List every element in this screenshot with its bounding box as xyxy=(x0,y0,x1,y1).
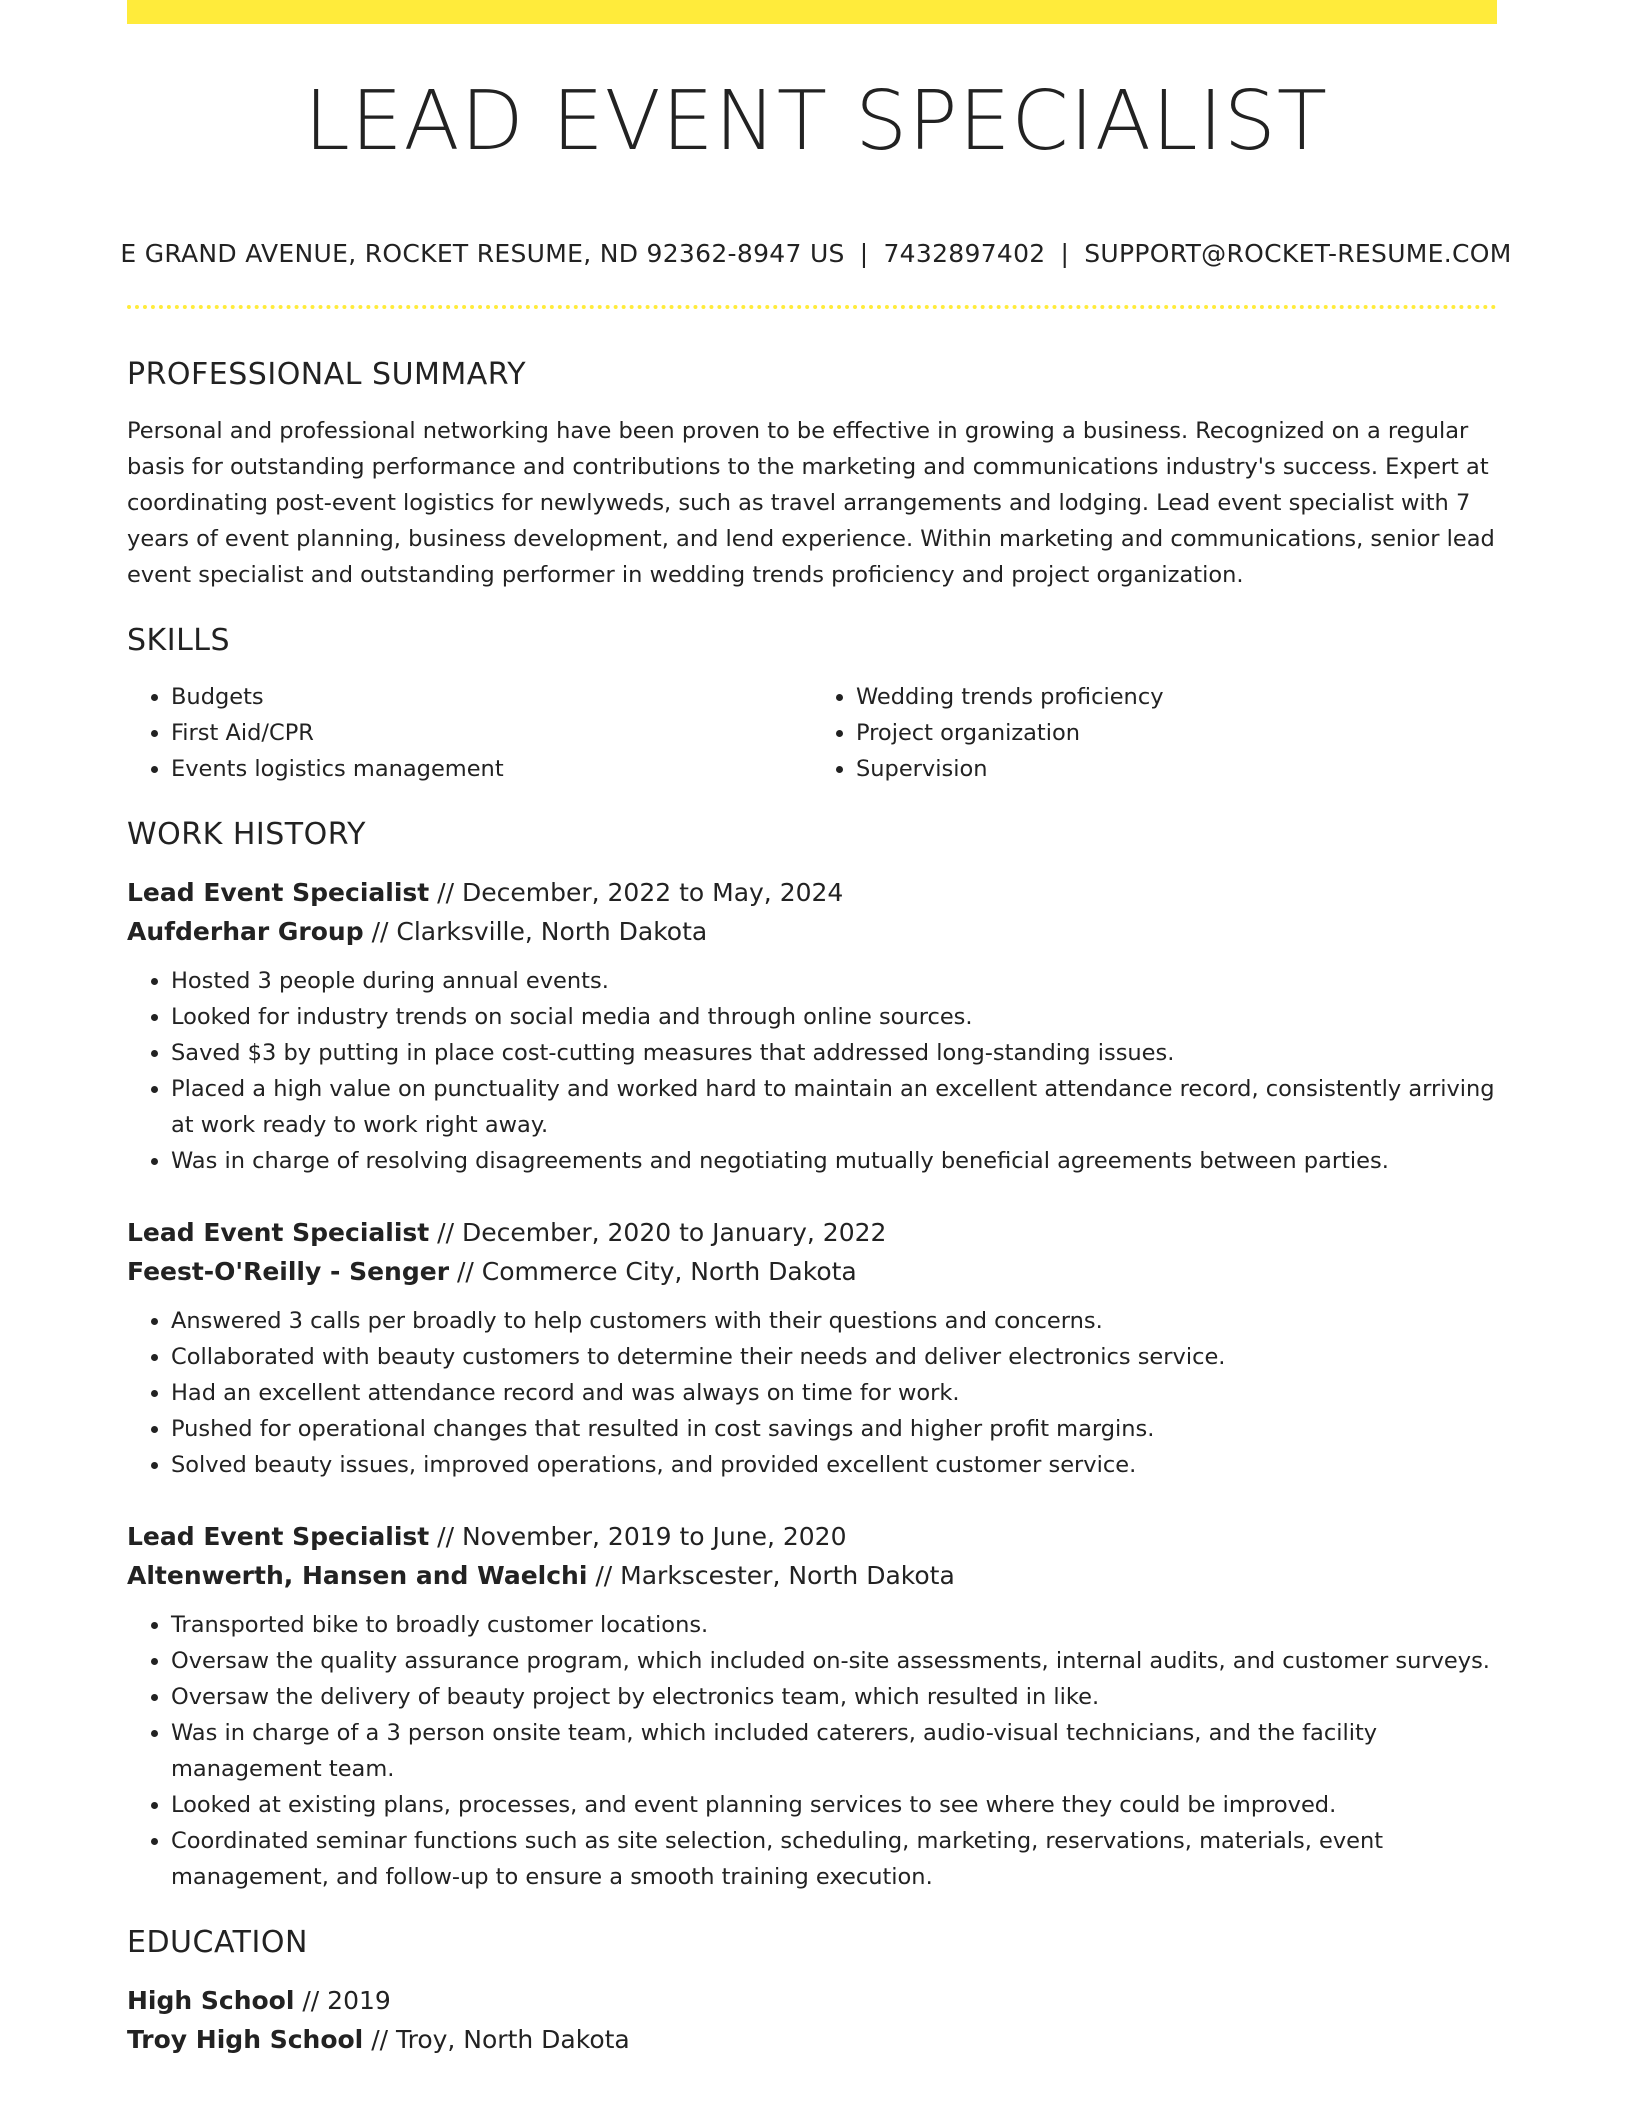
job-bullet: • Answered 3 calls per broadly to help customers with their questions and concerns. xyxy=(171,1303,1497,1339)
job-bullet: • Hosted 3 people during annual events. xyxy=(171,963,1497,999)
education-degree: High School xyxy=(127,1986,295,2015)
job-bullet: • Collaborated with beauty customers to determine their needs and deliver electronics service. xyxy=(171,1339,1497,1375)
job-company-line xyxy=(127,1556,1497,1595)
work-history-title: WORK HISTORY xyxy=(127,817,366,852)
contact-line xyxy=(0,239,1632,268)
contact-separator: | xyxy=(859,239,869,268)
job-role-line xyxy=(127,1213,1497,1252)
resume-content xyxy=(127,355,1497,2059)
resume-name: LEAD EVENT SPECIALIST xyxy=(304,74,1328,169)
job-bullet: • Transported bike to broadly customer locations. xyxy=(171,1607,1497,1643)
education-year: // 2019 xyxy=(294,1986,391,2015)
job-bullets xyxy=(127,1303,1497,1483)
summary-text: Personal and professional networking have been proven to be effective in growing a business. Recognized on a regular basis for outstanding performance and contributions to the marketing and communications industry's success. Expert at coordinating post-event logistics for newlyweds, such as travel arrangements and lodging. Lead event specialist with 7 years of event planning, business development, and lend experience. Within marketing and communications, senior lead event specialist and outstanding performer in wedding trends proficiency and project organization. xyxy=(127,418,1495,588)
job-company: Altenwerth, Hansen and Waelchi xyxy=(127,1561,588,1590)
education-school-line xyxy=(127,2020,1497,2059)
job-dates: // December, 2022 to May, 2024 xyxy=(429,878,844,907)
job-role-line xyxy=(127,1517,1497,1556)
job-dates: // December, 2020 to January, 2022 xyxy=(429,1218,887,1247)
skills-section xyxy=(127,621,1497,787)
accent-top-bar xyxy=(127,0,1497,24)
summary-section xyxy=(127,355,1497,593)
job-location: // Clarksville, North Dakota xyxy=(363,917,708,946)
skill-item: • First Aid/CPR xyxy=(171,715,812,751)
job-location: // Markscester, North Dakota xyxy=(587,1561,955,1590)
skill-item: • Wedding trends proficiency xyxy=(856,679,1497,715)
job-bullet: • Was in charge of a 3 person onsite team, which included caterers, audio-visual technicians, and the facility management team. xyxy=(171,1715,1497,1787)
skill-item: • Budgets xyxy=(171,679,812,715)
job-location: // Commerce City, North Dakota xyxy=(449,1257,857,1286)
contact-separator: | xyxy=(1060,239,1070,268)
job-bullet: • Saved $3 by putting in place cost-cutting measures that addressed long-standing issues. xyxy=(171,1035,1497,1071)
job-company: Aufderhar Group xyxy=(127,917,364,946)
job-role: Lead Event Specialist xyxy=(127,1522,430,1551)
job-bullets xyxy=(127,1607,1497,1895)
education-school: Troy High School xyxy=(127,2025,364,2054)
education-degree-line xyxy=(127,1981,1497,2020)
job-bullet: • Oversaw the quality assurance program, which included on-site assessments, internal audits, and customer surveys. xyxy=(171,1643,1497,1679)
skills-title: SKILLS xyxy=(127,623,231,658)
education-title: EDUCATION xyxy=(127,1925,308,1960)
contact-phone: 7432897402 xyxy=(883,239,1046,268)
education-entry xyxy=(127,1981,1497,2059)
job-bullet: • Solved beauty issues, improved operations, and provided excellent customer service. xyxy=(171,1447,1497,1483)
job-bullet: • Was in charge of resolving disagreements and negotiating mutually beneficial agreements between parties. xyxy=(171,1143,1497,1179)
skill-item: • Project organization xyxy=(856,715,1497,751)
job-bullet: • Had an excellent attendance record and was always on time for work. xyxy=(171,1375,1497,1411)
job-bullet: • Oversaw the delivery of beauty project by electronics team, which resulted in like. xyxy=(171,1679,1497,1715)
skills-list-right xyxy=(812,679,1497,787)
job-role: Lead Event Specialist xyxy=(127,1218,430,1247)
education-section xyxy=(127,1923,1497,2059)
work-history-section xyxy=(127,815,1497,1895)
contact-address: E GRAND AVENUE, ROCKET RESUME, ND 92362-8947 US xyxy=(120,239,845,268)
job-company-line xyxy=(127,912,1497,951)
job-role: Lead Event Specialist xyxy=(127,878,430,907)
job-dates: // November, 2019 to June, 2020 xyxy=(429,1522,847,1551)
education-location: // Troy, North Dakota xyxy=(363,2025,630,2054)
job-bullet: • Looked at existing plans, processes, and event planning services to see where they could be improved. xyxy=(171,1787,1497,1823)
contact-email: SUPPORT@ROCKET-RESUME.COM xyxy=(1084,239,1512,268)
job-role-line xyxy=(127,873,1497,912)
skill-item: • Events logistics management xyxy=(171,751,812,787)
job-bullet: • Placed a high value on punctuality and worked hard to maintain an excellent attendance record, consistently arriving at work ready to work right away. xyxy=(171,1071,1497,1143)
summary-title: PROFESSIONAL SUMMARY xyxy=(127,357,527,392)
job-entry xyxy=(127,873,1497,1179)
job-entry xyxy=(127,1517,1497,1895)
job-company: Feest-O'Reilly - Senger xyxy=(127,1257,450,1286)
job-bullet: • Looked for industry trends on social media and through online sources. xyxy=(171,999,1497,1035)
skill-item: • Supervision xyxy=(856,751,1497,787)
job-company-line xyxy=(127,1252,1497,1291)
skills-columns xyxy=(127,679,1497,787)
job-bullets xyxy=(127,963,1497,1179)
job-bullet: • Pushed for operational changes that resulted in cost savings and higher profit margins. xyxy=(171,1411,1497,1447)
job-bullet: • Coordinated seminar functions such as site selection, scheduling, marketing, reservations, materials, event management, and follow-up to ensure a smooth training execution. xyxy=(171,1823,1497,1895)
dotted-divider xyxy=(127,305,1497,309)
job-entry xyxy=(127,1213,1497,1483)
skills-list-left xyxy=(127,679,812,787)
